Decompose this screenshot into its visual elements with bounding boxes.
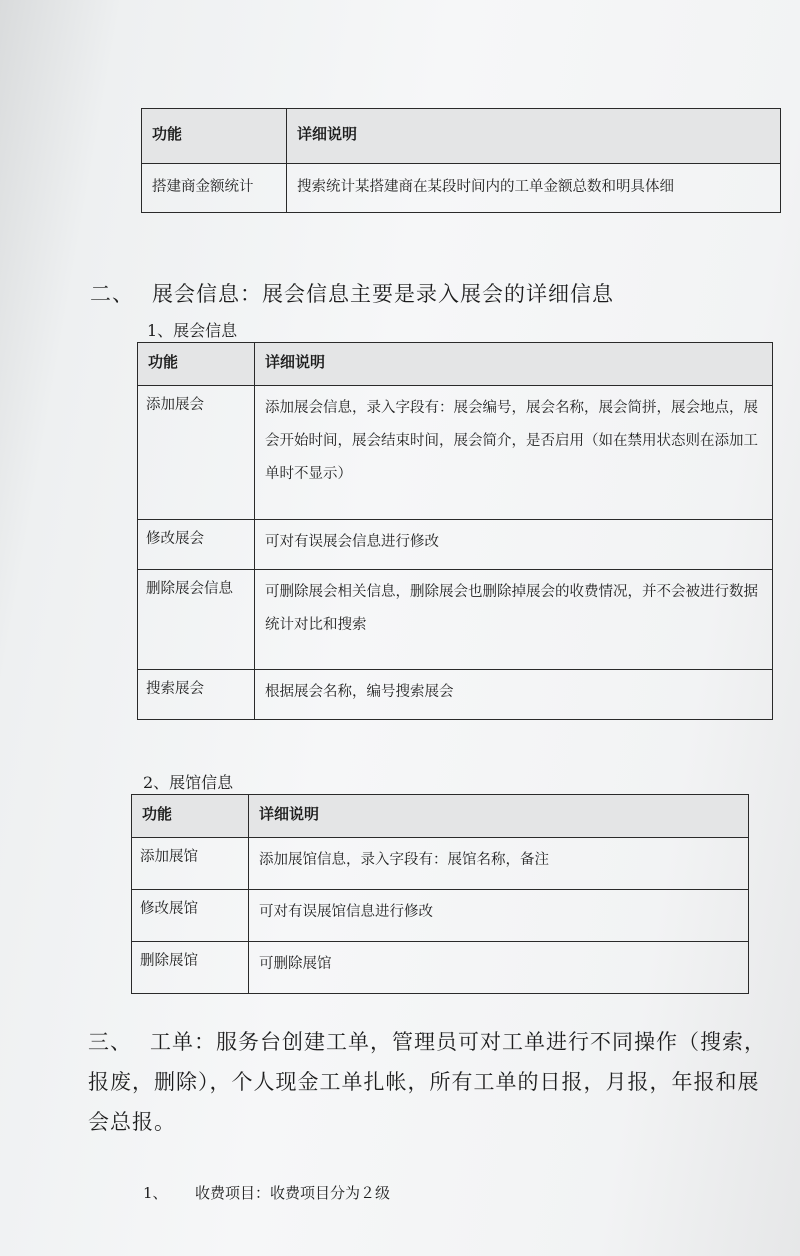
cell-detail: 可对有误展馆信息进行修改 (249, 890, 749, 942)
cell-function: 添加展馆 (132, 838, 249, 890)
subsection-heading-hall-info: 2、展馆信息 (143, 773, 234, 792)
table-row (138, 386, 773, 520)
table-row (138, 570, 773, 670)
column-header-function: 功能 (142, 109, 287, 164)
cell-function: 添加展会 (138, 386, 255, 520)
section-heading-exhibition (90, 278, 614, 308)
cell-detail: 搜索统计某搭建商在某段时间内的工单金额总数和明具体细 (287, 164, 781, 213)
column-header-detail: 详细说明 (255, 343, 773, 386)
cell-detail: 添加展馆信息，录入字段有：展馆名称，备注 (249, 838, 749, 890)
table-row (142, 164, 781, 213)
table-hall-info (131, 794, 749, 994)
cell-function: 修改展馆 (132, 890, 249, 942)
cell-detail: 添加展会信息，录入字段有：展会编号，展会名称，展会简拼，展会地点，展会开始时间，展会结束时间，展会简介，是否启用（如在禁用状态则在添加工单时不显示） (255, 386, 773, 520)
column-header-function: 功能 (138, 343, 255, 386)
column-header-detail: 详细说明 (287, 109, 781, 164)
table-row (138, 520, 773, 570)
table-row (138, 670, 773, 720)
cell-function: 搜索展会 (138, 670, 255, 720)
section-heading-work-order (88, 1022, 768, 1142)
section-number: 二、 (90, 282, 134, 306)
column-header-function: 功能 (132, 795, 249, 838)
cell-detail: 可对有误展会信息进行修改 (255, 520, 773, 570)
cell-function: 搭建商金额统计 (142, 164, 287, 213)
cell-function: 删除展馆 (132, 942, 249, 994)
section-text: 展会信息主要是录入展会的详细信息 (262, 282, 614, 306)
cell-function: 修改展会 (138, 520, 255, 570)
table-row (132, 890, 749, 942)
table-header-row (132, 795, 749, 838)
table-header-row (138, 343, 773, 386)
cell-detail: 根据展会名称，编号搜索展会 (255, 670, 773, 720)
section-title: 展会信息： (152, 282, 262, 306)
subsection-heading-fee-items (143, 1182, 390, 1203)
table-row (132, 838, 749, 890)
section-text: 服务台创建工单，管理员可对工单进行不同操作（搜索，报废，删除），个人现金工单扎帐，所有工单的日报，月报，年报和展会总报。 (88, 1030, 766, 1134)
table-contractor-stats (141, 108, 781, 213)
column-header-detail: 详细说明 (249, 795, 749, 838)
subsection-number: 1、 (143, 1184, 168, 1202)
table-header-row (142, 109, 781, 164)
subsection-title: 收费项目： (195, 1184, 271, 1202)
subsection-heading-exhibition-info: 1、展会信息 (147, 321, 238, 340)
section-title: 工单： (150, 1030, 216, 1054)
table-exhibition-info (137, 342, 773, 720)
section-number: 三、 (88, 1030, 132, 1054)
cell-function: 删除展会信息 (138, 570, 255, 670)
cell-detail: 可删除展馆 (249, 942, 749, 994)
cell-detail: 可删除展会相关信息，删除展会也删除掉展会的收费情况，并不会被进行数据统计对比和搜索 (255, 570, 773, 670)
subsection-text: 收费项目分为２级 (270, 1184, 391, 1202)
table-row (132, 942, 749, 994)
